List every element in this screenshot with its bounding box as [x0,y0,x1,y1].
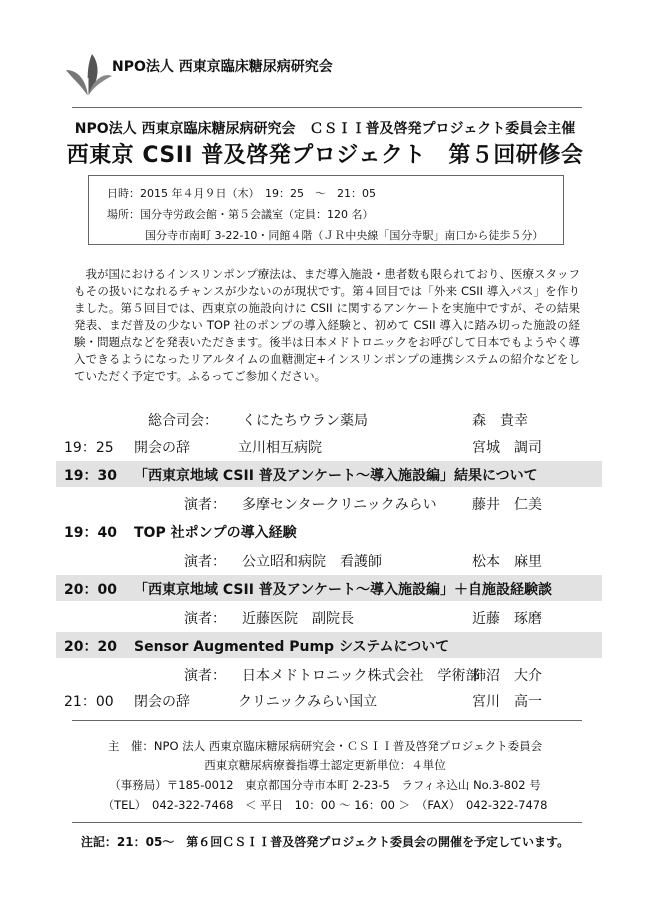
program-org: 多摩センタークリニックみらい [242,497,437,513]
program-session [56,518,602,544]
program-label: 演者： [184,497,226,513]
intro-paragraph: 我が国におけるインスリンポンプ療法は、まだ導入施設・患者数も限られており、医療スタッフもその扱いになれるチャンスが少ないのが現状です。第４回目では「外来 CSII 導入パス」を作りました。第５回目では、西東京の施設向けに CSII に関するアンケートを実施中ですが、その結果発表、まだ普及の少ない TOP 社のポンプの導入経験と、初めて CSII 導入に踏み切った施設の経験・問題点などを発表いただきます。後半は日本メドトロニックをお呼びして日本でもようやく導入できるようになったリアルタイムの血糖測定+インスリンポンプの連携システムの紹介などをしていただく予定です。ふるってご参加ください。 [74,267,580,383]
program-time: 19：25 [64,440,114,456]
program-person: 藤井 仁美 [472,497,542,513]
program-row [56,604,602,630]
info-datetime: 日時：2015 年４月９日（木） 19：25 ～ 21：05 [107,187,376,200]
info-box [88,175,564,245]
program-label: 演者： [184,668,226,684]
hosts-line: NPO法人 西東京臨床糖尿病研究会 ＣＳＩＩ普及啓発プロジェクト委員会主催 [74,121,576,137]
program-label: 総合司会： [148,413,218,429]
program-person: 宮城 調司 [472,440,542,456]
program-time: 20：00 [64,582,117,598]
info-place: 場所：国分寺労政会館・第５会議室（定員：120 名） [107,208,374,221]
program-org: クリニックみらい国立 [238,694,378,710]
footer-sponsor: 主 催：NPO 法人 西東京臨床糖尿病研究会・ＣＳＩＩ普及啓発プロジェクト委員会 [107,739,543,753]
page-title: 西東京 CSII 普及啓発プロジェクト 第５回研修会 [66,143,584,168]
program-row [56,490,602,516]
program-session [56,461,602,487]
program-row [56,547,602,573]
org-header: NPO法人 西東京臨床糖尿病研究会 [112,59,333,75]
program-person: 近藤 琢磨 [472,611,542,627]
note-text: 注記：21：05～ 第６回ＣＳＩＩ普及啓発プロジェクト委員会の開催を予定しています。 [80,835,570,849]
program-org: 公立昭和病院 看護師 [242,554,382,570]
program-org: くにたちウラン薬局 [242,413,368,429]
footer-contact: （TEL） 042-322-7468 ＜ 平日 10：00 ～ 16：00 ＞ （FAX） 042-322-7478 [102,798,548,812]
program-time: 19：30 [64,468,117,484]
footer-credits: 西東京糖尿病療養指導士認定更新単位：４単位 [204,758,446,772]
program-title: 「西東京地域 CSII 普及アンケート～導入施設編」＋自施設経験談 [134,582,552,598]
program-time: 20：20 [64,639,117,655]
program-row [56,687,602,713]
note-divider [72,822,582,823]
program-org: 立川相互病院 [238,440,322,456]
program-session [56,575,602,601]
program-person: 柿沼 大介 [472,668,542,684]
program-org: 近藤医院 副院長 [242,611,354,627]
footer-divider [72,720,582,721]
program-time: 21：00 [64,694,114,710]
program-person: 森 貴幸 [472,413,528,429]
program-org: 日本メドトロニック株式会社 学術部 [242,668,480,684]
program-title: Sensor Augmented Pump システムについて [134,639,450,655]
info-address: 国分寺市南町 3-22-10・同館４階（ＪＲ中央線「国分寺駅」南口から徒歩５分） [145,229,544,242]
program-session [56,632,602,658]
program-label: 開会の辞 [134,440,190,456]
program-time: 19：40 [64,525,117,541]
program-person: 宮川 高一 [472,694,542,710]
leaf-logo-icon [62,48,114,100]
program-label: 演者： [184,611,226,627]
program-title: 「西東京地域 CSII 普及アンケート～導入施設編」結果について [134,468,538,484]
header-divider [72,107,582,108]
program-row [56,661,602,687]
footer-office: （事務局）〒185-0012 東京都国分寺市本町 2-23-5 ラフィネ込山 No.3-802 号 [109,778,541,792]
program-row [56,406,602,432]
program-label: 演者： [184,554,226,570]
program-person: 松本 麻里 [472,554,542,570]
program-label: 閉会の辞 [134,694,190,710]
program-row [56,433,602,459]
program-title: TOP 社ポンプの導入経験 [134,525,297,541]
